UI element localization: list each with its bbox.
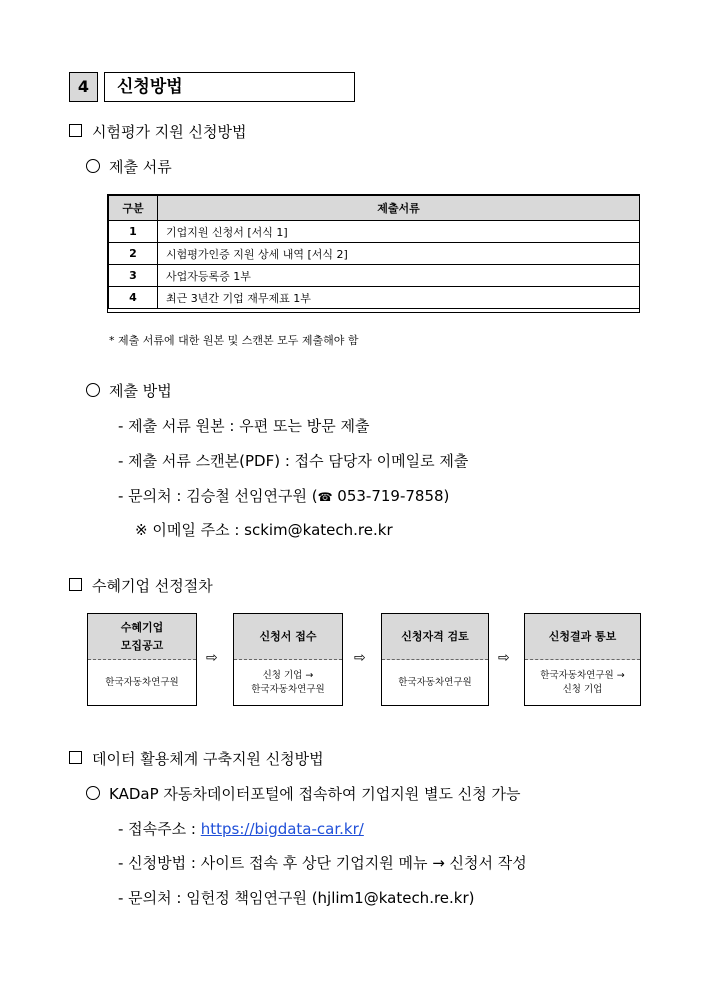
right-arrow-icon: ⇨ xyxy=(498,650,510,666)
portal-link[interactable]: https://bigdata-car.kr/ xyxy=(200,820,364,838)
flow-step-title: 신청결과 통보 xyxy=(525,614,640,660)
docs-note: * 제출 서류에 대한 원본 및 스캔본 모두 제출해야 함 xyxy=(109,334,359,347)
circle-bullet-icon xyxy=(86,786,100,800)
square-bullet-icon xyxy=(69,751,82,764)
test-eval-heading xyxy=(69,121,246,142)
flow-step-body: 한국자동차연구원 xyxy=(398,677,472,688)
method-heading xyxy=(86,380,172,401)
flow-step-title: 신청자격 검토 xyxy=(382,614,488,660)
docs-heading-text: 제출 서류 xyxy=(109,158,172,176)
url-label: - 접속주소 : xyxy=(118,820,201,838)
contact-phone: 053-719-7858) xyxy=(332,487,450,505)
square-bullet-icon xyxy=(69,124,82,137)
row-number: 1 xyxy=(109,221,158,243)
row-number: 3 xyxy=(109,265,158,287)
documents-table xyxy=(108,195,640,309)
row-document: 기업지원 신청서 [서식 1] xyxy=(158,221,640,243)
flow-step-body: 한국자동차연구원 xyxy=(105,677,179,688)
row-document: 사업자등록증 1부 xyxy=(158,265,640,287)
row-number: 2 xyxy=(109,243,158,265)
flow-step-review xyxy=(381,613,489,706)
right-arrow-icon: ⇨ xyxy=(354,650,366,666)
row-document: 시험평가인증 지원 상세 내역 [서식 2] xyxy=(158,243,640,265)
data-contact-line: - 문의처 : 임헌정 책임연구원 (hjlim1@katech.re.kr) xyxy=(118,889,475,907)
circle-bullet-icon xyxy=(86,159,100,173)
selection-heading xyxy=(69,575,213,596)
method-original: - 제출 서류 원본 : 우편 또는 방문 제출 xyxy=(118,417,370,435)
square-bullet-icon xyxy=(69,578,82,591)
contact-prefix: - 문의처 : 김승철 선임연구원 ( xyxy=(118,487,318,505)
flow-step-announcement xyxy=(87,613,197,706)
table-row xyxy=(109,287,640,309)
row-number: 4 xyxy=(109,287,158,309)
data-system-heading-text: 데이터 활용체계 구축지원 신청방법 xyxy=(92,750,324,768)
flow-step-submission xyxy=(233,613,343,706)
flow-step-notification xyxy=(524,613,641,706)
flow-step-title: 신청서 접수 xyxy=(234,614,342,660)
table-header-category: 구분 xyxy=(109,196,158,221)
table-row xyxy=(109,221,640,243)
test-eval-heading-text: 시험평가 지원 신청방법 xyxy=(92,123,247,141)
table-row xyxy=(109,243,640,265)
method-heading-text: 제출 방법 xyxy=(109,382,172,400)
apply-method-line: - 신청방법 : 사이트 접속 후 상단 기업지원 메뉴 → 신청서 작성 xyxy=(118,854,527,872)
data-system-sub xyxy=(86,783,521,804)
selection-heading-text: 수혜기업 선정절차 xyxy=(92,577,213,595)
contact-line xyxy=(118,485,449,506)
section-number: 4 xyxy=(69,72,98,102)
url-line xyxy=(118,818,364,839)
table-header-docs: 제출서류 xyxy=(158,196,640,221)
email-line: ※ 이메일 주소 : sckim@katech.re.kr xyxy=(135,521,393,539)
row-document: 최근 3년간 기업 재무제표 1부 xyxy=(158,287,640,309)
section-title: 신청방법 xyxy=(104,72,355,102)
phone-icon: ☎ xyxy=(317,490,333,504)
docs-heading xyxy=(86,156,172,177)
table-header-row xyxy=(109,196,640,221)
right-arrow-icon: ⇨ xyxy=(206,650,218,666)
table-row xyxy=(109,265,640,287)
circle-bullet-icon xyxy=(86,383,100,397)
data-system-heading xyxy=(69,748,324,769)
flow-step-body: 신청 기업 → 한국자동차연구원 xyxy=(251,670,325,695)
flow-step-title: 수혜기업 모집공고 xyxy=(88,614,196,660)
method-scan: - 제출 서류 스캔본(PDF) : 접수 담당자 이메일로 제출 xyxy=(118,452,469,470)
data-system-sub-text: KADaP 자동차데이터포털에 접속하여 기업지원 별도 신청 가능 xyxy=(109,785,521,803)
flow-step-body: 한국자동차연구원 → 신청 기업 xyxy=(540,670,625,695)
